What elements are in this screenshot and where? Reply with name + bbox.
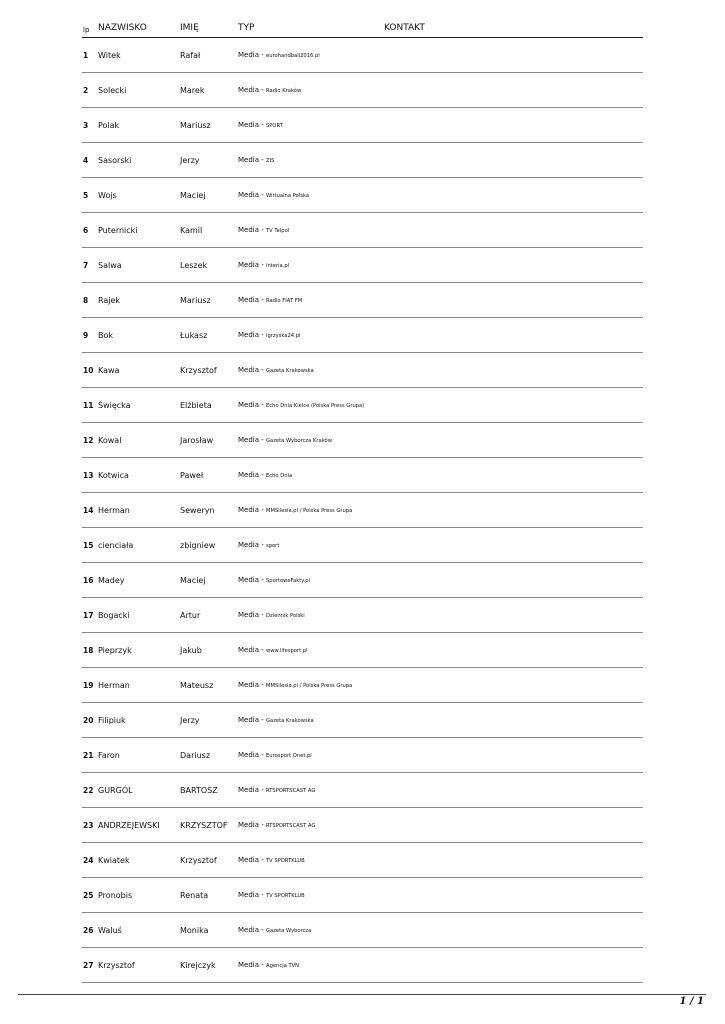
row-typ-detail: Eurosport.Onet.pl — [266, 753, 312, 759]
table-row — [0, 843, 725, 878]
row-lp: 13 — [83, 471, 94, 480]
row-nazwisko: cienciała — [98, 541, 134, 550]
row-typ-label: Media — [238, 436, 260, 444]
row-typ-detail: Agencja TVN — [266, 963, 300, 969]
table-body — [0, 38, 725, 983]
row-lp: 22 — [83, 786, 94, 795]
row-typ: Media - RTSPORTSCAST AG — [238, 786, 316, 794]
row-typ-label: Media — [238, 401, 260, 409]
row-typ: Media - Gazeta Wyborcza Kraków — [238, 436, 332, 444]
row-imie: Jerzy — [180, 716, 200, 725]
row-typ-label: Media — [238, 786, 260, 794]
table-row — [0, 248, 725, 283]
row-typ: Media - Dziennik Polski — [238, 611, 305, 619]
row-lp: 10 — [83, 366, 94, 375]
row-nazwisko: Kwiatek — [98, 856, 130, 865]
row-typ-label: Media — [238, 86, 260, 94]
row-typ-label: Media — [238, 856, 260, 864]
row-typ-detail: Wirtualna Polska — [266, 193, 310, 199]
table-row — [0, 703, 725, 738]
row-typ-label: Media — [238, 121, 260, 129]
row-nazwisko: Polak — [98, 121, 120, 130]
row-typ: Media - Gazeta Krakowska — [238, 716, 314, 724]
table-row — [0, 808, 725, 843]
row-typ-detail: Radio Kraków — [266, 88, 302, 94]
row-imie: Jarosław — [180, 436, 214, 445]
table-header — [0, 0, 725, 38]
table-row — [0, 213, 725, 248]
row-nazwisko: Bogacki — [98, 611, 130, 620]
row-typ-label: Media — [238, 506, 260, 514]
row-imie: Leszek — [180, 261, 208, 270]
row-typ-detail: Dziennik Polski — [266, 613, 305, 619]
table-row — [0, 668, 725, 703]
row-imie: Monika — [180, 926, 209, 935]
row-typ: Media - Agencja TVN — [238, 961, 300, 969]
table-row — [0, 878, 725, 913]
table-row — [0, 73, 725, 108]
row-typ-label: Media — [238, 191, 260, 199]
row-lp: 24 — [83, 856, 94, 865]
row-nazwisko: Bok — [98, 331, 114, 340]
row-lp: 2 — [83, 86, 89, 95]
row-lp: 8 — [83, 296, 89, 305]
row-nazwisko: Herman — [98, 681, 130, 690]
row-imie: zbigniew — [180, 541, 216, 550]
table-row — [0, 913, 725, 948]
row-typ-detail: Gazeta Krakowska — [266, 718, 314, 724]
row-typ-detail: interia.pl — [266, 263, 290, 269]
row-typ: Media - Radio Kraków — [238, 86, 302, 94]
row-lp: 11 — [83, 401, 94, 410]
row-typ: Media - MMSilesia.pl / Polska Press Grupa — [238, 506, 353, 514]
row-nazwisko: GURGÓL — [98, 786, 133, 795]
row-typ-label: Media — [238, 226, 260, 234]
row-imie: Dariusz — [180, 751, 211, 760]
row-typ-detail: SportoweFakty.pl — [266, 578, 310, 584]
row-imie: Elżbieta — [180, 401, 212, 410]
table-row — [0, 353, 725, 388]
row-typ-label: Media — [238, 716, 260, 724]
row-imie: Seweryn — [180, 506, 215, 515]
row-typ-detail: TV Telpol — [266, 228, 290, 234]
header-typ: TYP — [238, 23, 255, 33]
row-typ: Media - TV Telpol — [238, 226, 290, 234]
table-row — [0, 528, 725, 563]
row-nazwisko: Krzysztof — [98, 961, 135, 970]
table-row — [0, 38, 725, 73]
row-lp: 18 — [83, 646, 94, 655]
row-nazwisko: Pieprzyk — [98, 646, 132, 655]
row-typ-detail: sport — [266, 543, 280, 549]
row-typ-label: Media — [238, 611, 260, 619]
row-typ: Media - Echo Dnia — [238, 471, 293, 479]
row-imie: Artur — [180, 611, 201, 620]
table-row — [0, 388, 725, 423]
row-lp: 21 — [83, 751, 94, 760]
row-lp: 20 — [83, 716, 94, 725]
row-typ: Media - Gazeta Wyborcza — [238, 926, 312, 934]
row-typ-label: Media — [238, 541, 260, 549]
row-lp: 17 — [83, 611, 94, 620]
header-lp: lp — [83, 26, 90, 34]
row-imie: Kirejczyk — [180, 961, 216, 970]
row-nazwisko: Witek — [98, 51, 121, 60]
row-typ-detail: www.lifesport.pl — [266, 648, 308, 654]
table-row — [0, 423, 725, 458]
row-typ-label: Media — [238, 296, 260, 304]
table-row — [0, 283, 725, 318]
row-nazwisko: Sasorski — [98, 156, 132, 165]
row-typ-detail: MMSilesia.pl / Polska Press Grupa — [266, 683, 353, 689]
row-typ: Media - MMSilesia.pl / Polska Press Grupa — [238, 681, 353, 689]
row-typ-label: Media — [238, 156, 260, 164]
row-typ-label: Media — [238, 366, 260, 374]
row-imie: KRZYSZTOF — [180, 821, 228, 830]
row-typ: Media - RTSPORTSCAST AG — [238, 821, 316, 829]
table-row — [0, 108, 725, 143]
row-imie: Maciej — [180, 191, 206, 200]
row-typ: Media - Eurosport.Onet.pl — [238, 751, 312, 759]
row-typ: Media - TV SPORTKLUB — [238, 856, 305, 864]
table-row — [0, 563, 725, 598]
row-lp: 4 — [83, 156, 89, 165]
row-lp: 9 — [83, 331, 89, 340]
row-typ-label: Media — [238, 751, 260, 759]
row-lp: 19 — [83, 681, 94, 690]
row-imie: Mariusz — [180, 296, 211, 305]
row-typ: Media - www.lifesport.pl — [238, 646, 308, 654]
row-nazwisko: Kowal — [98, 436, 122, 445]
row-nazwisko: Madey — [98, 576, 125, 585]
row-imie: Mateusz — [180, 681, 214, 690]
row-typ-detail: RTSPORTSCAST AG — [266, 823, 316, 829]
row-lp: 27 — [83, 961, 94, 970]
row-typ: Media - SPORT — [238, 121, 283, 129]
row-lp: 7 — [83, 261, 89, 270]
row-imie: Renata — [180, 891, 209, 900]
row-typ: Media - SportoweFakty.pl — [238, 576, 310, 584]
row-nazwisko: Salwa — [98, 261, 122, 270]
row-lp: 15 — [83, 541, 94, 550]
row-typ-detail: Gazeta Krakowska — [266, 368, 314, 374]
row-nazwisko: Waluś — [98, 926, 122, 935]
row-imie: Łukasz — [180, 331, 208, 340]
row-typ-detail: igrzyska24.pl — [266, 333, 301, 339]
row-nazwisko: Filipiuk — [98, 716, 126, 725]
row-typ-detail: ZIS — [266, 158, 275, 164]
row-typ-detail: TV SPORTKLUB — [266, 893, 305, 899]
row-nazwisko: Wojs — [98, 191, 117, 200]
row-typ-detail: Echo Dnia Kielce (Polska Press Grupa) — [266, 403, 365, 409]
row-typ-detail: RTSPORTSCAST AG — [266, 788, 316, 794]
row-typ: Media - Radio FIAT FM — [238, 296, 303, 304]
row-imie: Krzysztof — [180, 366, 217, 375]
row-typ-label: Media — [238, 331, 260, 339]
header-imie: IMIĘ — [180, 23, 199, 33]
row-lp: 16 — [83, 576, 94, 585]
row-typ-detail: TV SPORTKLUB — [266, 858, 305, 864]
row-imie: Jakub — [180, 646, 202, 655]
table-row — [0, 773, 725, 808]
row-nazwisko: Święcka — [98, 401, 131, 410]
header-nazwisko: NAZWISKO — [98, 23, 147, 33]
row-typ: Media - Gazeta Krakowska — [238, 366, 314, 374]
row-nazwisko: Puternicki — [98, 226, 138, 235]
row-nazwisko: ANDRZEJEWSKI — [98, 821, 160, 830]
table-row — [0, 143, 725, 178]
row-nazwisko: Kotwica — [98, 471, 129, 480]
row-lp: 3 — [83, 121, 89, 130]
row-typ-detail: Gazeta Wyborcza — [266, 928, 312, 934]
row-imie: Maciej — [180, 576, 206, 585]
row-typ-label: Media — [238, 926, 260, 934]
row-lp: 6 — [83, 226, 89, 235]
row-imie: Krzysztof — [180, 856, 217, 865]
table-row — [0, 738, 725, 773]
table-row — [0, 948, 725, 983]
row-nazwisko: Kawa — [98, 366, 120, 375]
header-kontakt: KONTAKT — [384, 23, 425, 33]
table-row — [0, 318, 725, 353]
table-row — [0, 178, 725, 213]
row-nazwisko: Solecki — [98, 86, 127, 95]
row-typ-detail: eurohandball2016.pl — [266, 53, 320, 59]
row-imie: Paweł — [180, 471, 204, 480]
row-imie: Kamil — [180, 226, 203, 235]
row-imie: BARTOSZ — [180, 786, 218, 795]
row-typ-label: Media — [238, 646, 260, 654]
row-typ-label: Media — [238, 576, 260, 584]
row-lp: 1 — [83, 51, 89, 60]
row-typ-label: Media — [238, 51, 260, 59]
row-lp: 26 — [83, 926, 94, 935]
row-typ: Media - eurohandball2016.pl — [238, 51, 320, 59]
table-row — [0, 598, 725, 633]
row-imie: Rafał — [180, 51, 201, 60]
row-typ-label: Media — [238, 891, 260, 899]
row-lp: 25 — [83, 891, 94, 900]
row-typ: Media - Echo Dnia Kielce (Polska Press Grupa) — [238, 401, 365, 409]
row-typ-detail: Gazeta Wyborcza Kraków — [266, 438, 332, 444]
row-lp: 23 — [83, 821, 94, 830]
row-imie: Mariusz — [180, 121, 211, 130]
row-nazwisko: Faron — [98, 751, 120, 760]
row-lp: 12 — [83, 436, 94, 445]
row-typ-label: Media — [238, 681, 260, 689]
row-typ-label: Media — [238, 821, 260, 829]
row-typ: Media - TV SPORTKLUB — [238, 891, 305, 899]
row-typ-label: Media — [238, 261, 260, 269]
row-nazwisko: Rajek — [98, 296, 121, 305]
row-typ: Media - Wirtualna Polska — [238, 191, 310, 199]
row-imie: Jerzy — [180, 156, 200, 165]
row-nazwisko: Herman — [98, 506, 130, 515]
row-typ: Media - ZIS — [238, 156, 275, 164]
row-typ-detail: Echo Dnia — [266, 473, 293, 479]
row-typ-label: Media — [238, 961, 260, 969]
table-row — [0, 458, 725, 493]
row-lp: 5 — [83, 191, 89, 200]
footer-divider — [18, 994, 706, 995]
row-typ: Media - interia.pl — [238, 261, 290, 269]
table-row — [0, 633, 725, 668]
row-typ-detail: MMSilesia.pl / Polska Press Grupa — [266, 508, 353, 514]
row-lp: 14 — [83, 506, 94, 515]
row-typ: Media - igrzyska24.pl — [238, 331, 301, 339]
table-row — [0, 493, 725, 528]
page-number: 1 / 1 — [679, 996, 704, 1007]
row-typ-detail: Radio FIAT FM — [266, 298, 303, 304]
row-typ-label: Media — [238, 471, 260, 479]
row-typ-detail: SPORT — [266, 123, 283, 129]
row-typ: Media - sport — [238, 541, 280, 549]
row-nazwisko: Pronobis — [98, 891, 133, 900]
row-imie: Marek — [180, 86, 205, 95]
